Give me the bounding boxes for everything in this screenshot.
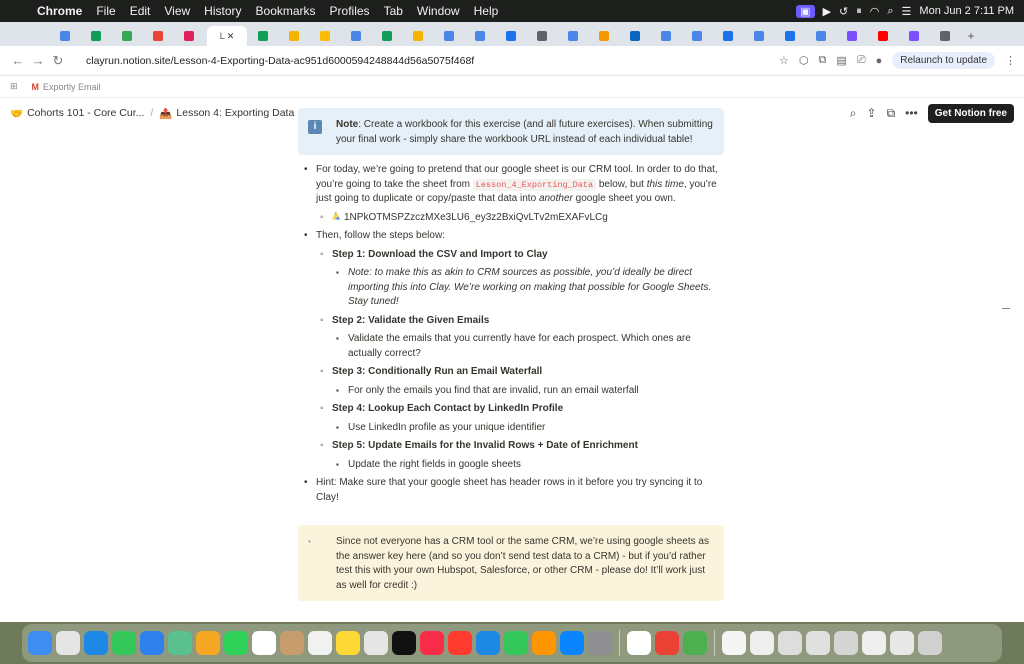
tab-favicon-icon xyxy=(122,31,132,41)
tab-favicon-icon xyxy=(289,31,299,41)
tab[interactable] xyxy=(281,26,309,46)
dock-divider xyxy=(619,630,620,656)
step-3: ◦ Step 3: Conditionally Run an Email Waterfall xyxy=(298,365,724,380)
tab[interactable] xyxy=(52,26,80,46)
app-icon[interactable] xyxy=(683,631,707,655)
messages-icon[interactable] xyxy=(112,631,136,655)
window-thumb-icon[interactable] xyxy=(806,631,830,655)
address-bar[interactable]: clayrun.notion.site/Lesson-4-Exporting-Data-ac951d6000594248844d56a5075f468f xyxy=(86,54,475,67)
tab-favicon-icon xyxy=(878,31,888,41)
macos-dock xyxy=(22,624,1002,662)
window-thumb-icon[interactable] xyxy=(890,631,914,655)
relaunch-button[interactable]: Relaunch to update xyxy=(892,52,995,69)
mail-icon[interactable] xyxy=(140,631,164,655)
tab-favicon-icon xyxy=(258,31,268,41)
workspace-icon: 🤝 xyxy=(10,107,24,120)
page-icon: 📤 xyxy=(159,107,173,120)
slack-icon[interactable] xyxy=(627,631,651,655)
chrome-icon[interactable] xyxy=(655,631,679,655)
tab[interactable] xyxy=(684,26,712,46)
back-arrow-icon[interactable]: ↺ xyxy=(839,5,849,18)
drive-link-item[interactable] xyxy=(298,211,724,226)
tab-active[interactable]: L ✕ xyxy=(207,26,247,46)
bookmark-item[interactable]: Exportly Email xyxy=(43,81,101,92)
search-icon[interactable]: ⌕ xyxy=(849,105,857,120)
menu-profiles[interactable]: Profiles xyxy=(329,4,370,18)
settings-icon[interactable] xyxy=(588,631,612,655)
tab-strip xyxy=(0,22,1024,46)
freeform-icon[interactable] xyxy=(364,631,388,655)
sidepanel-icon[interactable]: ▤ xyxy=(836,55,847,67)
step-1: ◦ Step 1: Download the CSV and Import to Clay xyxy=(298,248,724,263)
new-tab-button[interactable]: + xyxy=(967,29,975,43)
status-area xyxy=(796,5,1024,18)
puzzle-icon[interactable]: ⧉ xyxy=(818,54,827,66)
play-icon[interactable]: ▶ xyxy=(822,5,832,18)
menu-history[interactable]: History xyxy=(204,4,242,18)
tab[interactable] xyxy=(839,26,867,46)
extension-icon[interactable]: ⬡ xyxy=(798,55,809,67)
bullet-list xyxy=(298,163,724,505)
tab[interactable] xyxy=(560,26,588,46)
tab-favicon-icon xyxy=(847,31,857,41)
inline-code: Lesson_4_Exporting_Data xyxy=(473,179,596,191)
step-5: ◦ Step 5: Update Emails for the Invalid Rows + Date of Enrichment xyxy=(298,439,724,454)
photos-icon[interactable] xyxy=(196,631,220,655)
tab[interactable] xyxy=(777,26,805,46)
tab-favicon-icon xyxy=(599,31,609,41)
browser-toolbar xyxy=(0,46,1024,76)
app-store-icon[interactable] xyxy=(560,631,584,655)
tab[interactable] xyxy=(114,26,142,46)
tv-icon[interactable] xyxy=(392,631,416,655)
menu-window[interactable]: Window xyxy=(416,4,460,18)
menu-file[interactable]: File xyxy=(96,4,116,18)
tab[interactable] xyxy=(932,26,960,46)
music-icon[interactable] xyxy=(420,631,444,655)
tab[interactable] xyxy=(901,26,929,46)
tab-favicon-icon xyxy=(692,31,702,41)
tab[interactable] xyxy=(622,26,650,46)
step-4: ◦ Step 4: Lookup Each Contact by LinkedIn Profile xyxy=(298,402,724,417)
tab[interactable] xyxy=(746,26,774,46)
tab[interactable] xyxy=(176,26,204,46)
menu-tab[interactable]: Tab xyxy=(383,4,403,18)
note-text: Note: Create a workbook for this exercise (and all future exercises). When submitting your final work - simply share the workbook URL instead of each individual table! xyxy=(336,119,713,145)
profile-avatar[interactable]: ● xyxy=(875,54,883,67)
calendar-icon[interactable] xyxy=(252,631,276,655)
menu-edit[interactable]: Edit xyxy=(129,4,151,18)
bookmark-star-icon[interactable]: ☆ xyxy=(779,55,789,67)
toolbar-tools xyxy=(779,52,1016,69)
tab[interactable] xyxy=(250,26,278,46)
step-2: ◦ Step 2: Validate the Given Emails xyxy=(298,314,724,329)
macos-menubar xyxy=(0,0,1024,22)
get-notion-button[interactable]: Get Notion free xyxy=(928,104,1014,123)
close-tab-icon[interactable]: ✕ xyxy=(226,30,235,41)
menu-help[interactable]: Help xyxy=(473,4,499,18)
tab[interactable] xyxy=(653,26,681,46)
tab-favicon-icon xyxy=(382,31,392,41)
tab-favicon-icon xyxy=(444,31,454,41)
tab[interactable] xyxy=(467,26,495,46)
wifi-icon[interactable]: ◠ xyxy=(869,5,880,18)
tab-favicon-icon xyxy=(816,31,826,41)
tab-favicon-icon xyxy=(909,31,919,41)
list-item: • Then, follow the steps below: xyxy=(298,229,724,244)
step-5-text: ▪ Update the right fields in google sheets xyxy=(298,458,724,473)
launchpad-icon[interactable] xyxy=(56,631,80,655)
numbers-icon[interactable] xyxy=(504,631,528,655)
forward-icon[interactable]: → xyxy=(31,53,45,68)
more-icon[interactable]: ••• xyxy=(905,106,918,120)
hint-item: • Hint: Make sure that your google sheet has header rows in it before you try syncing it to Clay! xyxy=(298,476,724,505)
tab-favicon-icon xyxy=(60,31,70,41)
maps-icon[interactable] xyxy=(168,631,192,655)
tab[interactable] xyxy=(529,26,557,46)
gmail-icon: M xyxy=(31,81,40,92)
breadcrumb-parent[interactable]: Cohorts 101 - Core Cur... xyxy=(27,107,145,119)
menu-view[interactable]: View xyxy=(164,4,191,18)
tab-favicon-icon xyxy=(723,31,733,41)
tab[interactable] xyxy=(870,26,898,46)
window-thumb-icon[interactable] xyxy=(834,631,858,655)
tab-favicon-icon xyxy=(940,31,950,41)
tab-favicon-icon xyxy=(475,31,485,41)
duplicate-icon[interactable]: ⧉ xyxy=(886,105,896,120)
share-icon[interactable]: ⇪ xyxy=(866,106,877,120)
crm-callout xyxy=(298,525,724,601)
step-3-text: ▪ For only the emails you find that are invalid, run an email waterfall xyxy=(298,384,724,399)
tab-favicon-icon xyxy=(184,31,194,41)
step-2-text: ▪ Validate the emails that you currently have for each prospect. Which ones are actually correct? xyxy=(298,332,724,361)
window-thumb-icon[interactable] xyxy=(750,631,774,655)
reminders-icon[interactable] xyxy=(308,631,332,655)
callout-icon: • xyxy=(308,537,311,546)
tab[interactable] xyxy=(498,26,526,46)
menu-bookmarks[interactable]: Bookmarks xyxy=(255,4,316,18)
contacts-icon[interactable] xyxy=(280,631,304,655)
pages-icon[interactable] xyxy=(532,631,556,655)
cast-icon[interactable]: ⎚ xyxy=(856,54,866,66)
finder-icon[interactable] xyxy=(28,631,52,655)
tab[interactable] xyxy=(715,26,743,46)
tab[interactable] xyxy=(343,26,371,46)
breadcrumb-separator: / xyxy=(150,107,154,119)
tab[interactable] xyxy=(312,26,340,46)
facetime-icon[interactable] xyxy=(224,631,248,655)
window-thumb-icon[interactable] xyxy=(778,631,802,655)
tab[interactable] xyxy=(808,26,836,46)
control-center-icon[interactable]: ☰ xyxy=(901,5,912,18)
search-icon[interactable]: ⌕ xyxy=(887,4,894,17)
tab-favicon-icon xyxy=(661,31,671,41)
step-4-text: ▪ Use LinkedIn profile as your unique identifier xyxy=(298,421,724,436)
tab-favicon-icon xyxy=(506,31,516,41)
window-thumb-icon[interactable] xyxy=(862,631,886,655)
scroll-indicator[interactable] xyxy=(1002,308,1010,309)
clock[interactable]: Mon Jun 2 7:11 PM xyxy=(919,5,1014,17)
trash-icon[interactable] xyxy=(918,631,942,655)
menu-app-name[interactable]: Chrome xyxy=(37,4,83,18)
tab[interactable] xyxy=(436,26,464,46)
back-icon[interactable]: ← xyxy=(11,53,25,68)
breadcrumb-current[interactable]: Lesson 4: Exporting Data xyxy=(176,107,295,119)
callout-text: Since not everyone has a CRM tool or the same CRM, we’re using google sheets as the answer key here (and so you don’t send test data to a CRM) - but if you’d rather test this with your own Hubspot, Salesforce, or other CRM - please do! It’ll work just as well for credit :) xyxy=(336,536,709,591)
tab-favicon-icon xyxy=(754,31,764,41)
keynote-icon[interactable] xyxy=(476,631,500,655)
news-icon[interactable] xyxy=(448,631,472,655)
tab-favicon-icon xyxy=(537,31,547,41)
screen-record-icon[interactable]: ▣ xyxy=(796,5,814,18)
tab-favicon-icon xyxy=(351,31,361,41)
tab[interactable] xyxy=(591,26,619,46)
tab-favicon-icon xyxy=(630,31,640,41)
step-1-note: ▪ Note: to make this as akin to CRM sources as possible, you’d ideally be direct importing this into Clay. We’re working on making that possible for Google Sheets. Stay tuned! xyxy=(298,266,724,310)
info-icon: i xyxy=(308,120,322,134)
tab[interactable] xyxy=(83,26,111,46)
note-callout xyxy=(298,108,724,155)
tab-favicon-icon xyxy=(153,31,163,41)
reload-icon[interactable]: ↻ xyxy=(52,52,64,68)
tab-favicon-icon xyxy=(568,31,578,41)
pause-icon[interactable]: ⏸ xyxy=(856,4,862,17)
list-item: • For today, we’re going to pretend that our google sheet is our CRM tool. In order to do that, you’re going to take the sheet from Lesson_4_Exporting_Data below, but this time, you’re just going to duplicate or copy/paste that data into another google sheet you own. xyxy=(298,163,724,207)
page-content xyxy=(298,108,724,601)
apps-grid-icon[interactable]: ⊞ xyxy=(10,81,18,91)
tab-favicon-icon xyxy=(785,31,795,41)
menu-dots-icon[interactable]: ⋮ xyxy=(1005,55,1016,67)
dock-divider xyxy=(714,630,715,656)
document-icon[interactable] xyxy=(722,631,746,655)
drive-link[interactable]: 1NPkOTMSPZzczMXe3LU6_ey3z2BxiQvLTv2mEXAFvLCg xyxy=(344,211,608,223)
tab[interactable] xyxy=(405,26,433,46)
google-drive-icon xyxy=(332,212,340,220)
tab-favicon-icon xyxy=(91,31,101,41)
safari-icon[interactable] xyxy=(84,631,108,655)
tab-favicon-icon xyxy=(320,31,330,41)
tab[interactable] xyxy=(374,26,402,46)
bookmarks-bar xyxy=(0,76,1024,98)
tab-favicon-icon xyxy=(413,31,423,41)
notion-actions xyxy=(850,104,1014,123)
notes-icon[interactable] xyxy=(336,631,360,655)
tab[interactable] xyxy=(145,26,173,46)
